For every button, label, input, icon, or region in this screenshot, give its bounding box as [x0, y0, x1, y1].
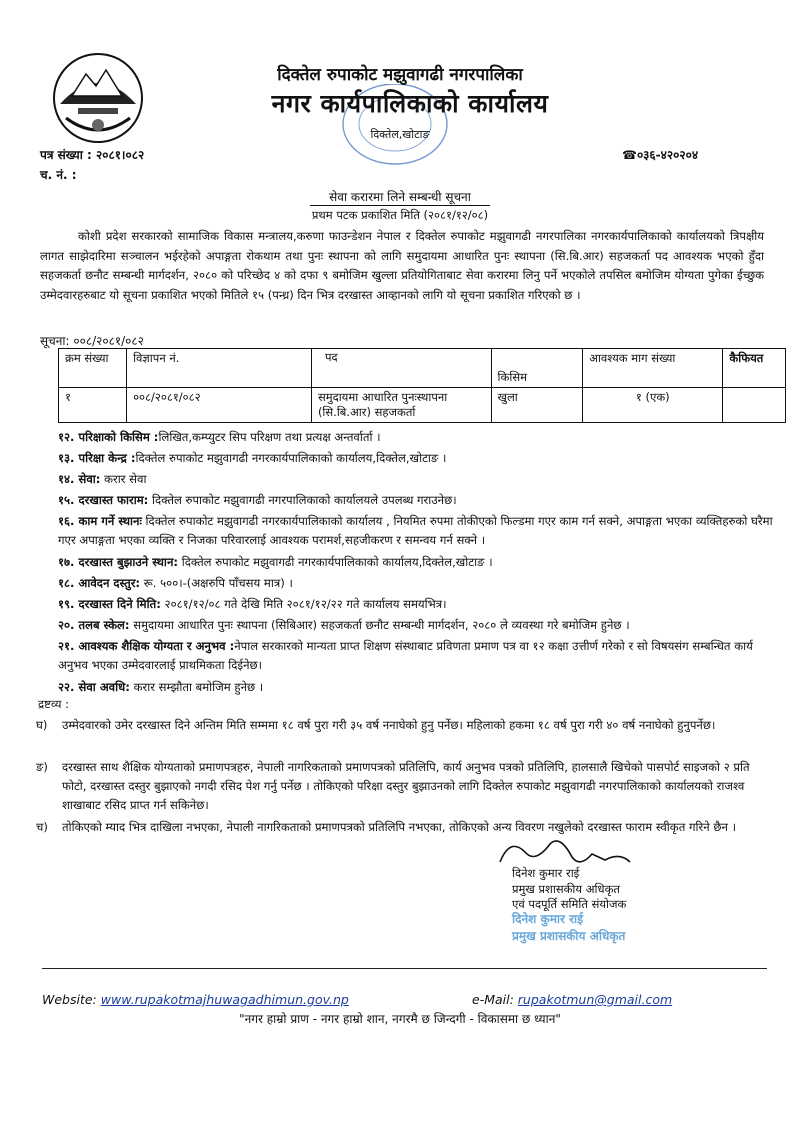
table-header-post: पद: [325, 350, 338, 364]
name-stamp-line: प्रमुख प्रशासकीय अधिकृत: [512, 929, 626, 943]
list-item: [58, 512, 782, 550]
footer-slogan: "नगर हाम्रो प्राण - नगर हाम्रो शान, नगरमै छ जिन्दगी - विकासमा छ ध्यान": [239, 1012, 561, 1026]
list-item: [58, 595, 782, 614]
table-cell: [723, 388, 786, 423]
municipality-emblem-logo: [52, 52, 144, 144]
email-label: e-Mail:: [472, 992, 514, 1007]
name-stamp: [512, 911, 652, 945]
note-text: उम्मेदवारको उमेर दरखास्त दिने अन्तिम मिति सम्ममा १८ वर्ष पुरा गरी ३५ वर्ष ननाघेको हुनु पर्नेछ। महिलाको हकमा १८ वर्ष पुरा गरी ४० वर्ष ननाघेको हुनुपर्नेछ।: [62, 718, 716, 732]
note-item: [36, 716, 767, 735]
website-label: Website:: [42, 992, 97, 1007]
item-label: १५. दरखास्त फाराम:: [58, 493, 149, 507]
notice-number: सूचना: ००८/२०८१/०८२: [40, 334, 144, 348]
item-label: १४. सेवा:: [58, 472, 101, 486]
dispatch-no: च. नं. :: [40, 168, 77, 182]
item-label: २१. आवश्यक शैक्षिक योग्यता र अनुभव :: [58, 639, 235, 653]
item-text: दिक्तेल रुपाकोट मझुवागढी नगरकार्यपालिकाको कार्यालय,दिक्तेल,खोटाङ ।: [135, 451, 447, 465]
table-header-cell: [311, 349, 491, 388]
phone-number: ☎०३६-४२०२०४: [622, 148, 699, 162]
item-label: १९. दरखास्त दिने मिति:: [58, 597, 161, 611]
notice-intro-paragraph: कोशी प्रदेश सरकारको सामाजिक विकास मन्त्रालय,करुणा फाउन्डेशन नेपाल र दिक्तेल रुपाकोट मझुवागढी नगरपालिका नगरकार्यपालिकाको कार्यालयको त्रिपक्षीय लागत साझेदारिमा सञ्चालन भईरहेको अपाङ्गता रोकथाम तथा पुनः स्थापना को लागि समुदायमा आधारित पुनः स्थापना (सि.बि.आर) सहजकर्ता पद आवश्यक भएको हुँदा सहजकर्ता छनौट सम्बन्धी मार्गदर्शन, २०८० को परिच्छेद ४ को दफा ९ बमोजिम खुल्ला प्रतियोगिताबाट सेवा करारमा लिनु पर्ने भएकोले तपसिल बमोजिम योग्यता पुगेका ईच्छुक उम्मेदवारहरुबाट यो सूचना प्रकाशित भएको मितिले १५ (पन्ध्र) दिन भित्र दरखास्त आव्हानको लागि यो सूचना प्रकाशित गरिएको छ ।: [40, 229, 764, 302]
office-name: नगर कार्यपालिकाको कार्यालय: [271, 89, 549, 118]
table-header-cell: विज्ञापन नं.: [127, 349, 312, 388]
item-label: २०. तलब स्केल:: [58, 618, 130, 632]
notice-title: सेवा करारमा लिने सम्बन्धी सूचना: [310, 188, 490, 206]
list-item: [58, 449, 782, 468]
office-address: दिक्तेल,खोटाङ: [370, 128, 430, 141]
item-text: करार सेवा: [100, 472, 147, 486]
letter-ref-no: पत्र संख्या : २०८१।०८२: [40, 148, 145, 162]
item-label: १२. परिक्षाको किसिम :: [58, 430, 159, 444]
item-label: १६. काम गर्ने स्थानः: [58, 514, 142, 528]
item-text: नेपाल सरकारको मान्यता प्राप्त शिक्षण संस्थाबाट प्रविणता प्रमाण पत्र वा १२ कक्षा उत्तीर्ण गरेको र सो विषयसंग सम्बन्धित कार्य अनुभव भएका उम्मेदवारलाई प्राथमिकता दिईनेछ।: [58, 639, 753, 672]
item-text: दिक्तेल रुपाकोट मझुवागढी नगरकार्यपालिकाको कार्यालय,दिक्तेल,खोटाङ ।: [178, 555, 493, 569]
list-item: [58, 428, 782, 447]
item-text: समुदायमा आधारित पुनः स्थापना (सिबिआर) सहजकर्ता छनौट सम्बन्धी मार्गदर्शन, २०८० ले व्यवस्था गरे बमोजिम हुनेछ ।: [129, 618, 630, 632]
list-item: [58, 616, 782, 635]
email-link[interactable]: rupakotmun@gmail.com: [517, 992, 673, 1007]
list-item: [58, 470, 782, 489]
item-text: दिक्तेल रुपाकोट मझुवागढी नगरकार्यपालिकाको कार्यालय , नियमित रुपमा तोकीएको फिल्डमा गएर काम गर्न सक्ने, अपाङ्गता भएका व्यक्तिहरुको घरैमा गएर अपाङ्गता भएका व्यक्ति र निजका परिवारलाई आवश्यक परामर्श,सहजीकरण र समन्वय गर्न सक्ने ।: [58, 514, 773, 547]
municipality-name: दिक्तेल रुपाकोट मझुवागढी नगरपालिका: [277, 65, 523, 85]
item-label: १७. दरखास्त बुझाउने स्थान:: [58, 555, 179, 569]
table-cell: १ (एक): [583, 388, 723, 423]
item-label: २२. सेवा अवधि:: [58, 680, 130, 694]
list-item: [58, 637, 782, 675]
note-key: च): [36, 820, 48, 834]
item-text: २०८१/१२/०८ गते देखि मिति २०८१/१२/२२ गते कार्यालय समयभित्र।: [160, 597, 447, 611]
list-item: [58, 491, 782, 510]
table-header-cell: क्रम संख्या: [59, 349, 127, 388]
note-key: ङ): [36, 760, 48, 774]
note-item: [36, 818, 767, 837]
signer-committee-title: एवं पदपूर्ति समिति संयोजक: [512, 897, 627, 911]
publish-date: प्रथम पटक प्रकाशित मिति (२०८१/१२/०८): [311, 208, 489, 222]
note-heading: द्रष्टव्य :: [38, 697, 69, 711]
footer-email: [472, 992, 672, 1007]
table-header-cell: किसिम: [491, 349, 583, 388]
list-item: [58, 678, 782, 697]
table-row: [59, 388, 786, 423]
table-cell: खुला: [491, 388, 583, 423]
signer-name: दिनेश कुमार राई: [512, 866, 580, 880]
item-text: करार सम्झौता बमोजिम हुनेछ ।: [129, 680, 264, 694]
item-text: लिखित,कम्प्युटर सिप परिक्षण तथा प्रत्यक्ष अन्तर्वार्ता ।: [158, 430, 381, 444]
note-text: तोकिएको म्याद भित्र दाखिला नभएका, नेपाली नागरिकताको प्रमाणपत्रको प्रतिलिपि नभएका, तोकिएको अन्य विवरण नखुलेको दरखास्त फाराम स्वीकृत गरिने छैन ।: [62, 820, 737, 834]
footer-divider: [42, 968, 767, 969]
table-cell: समुदायमा आधारित पुनःस्थापना (सि.बि.आर) सहजकर्ता: [311, 388, 491, 423]
item-text: दिक्तेल रुपाकोट मझुवागढी नगरपालिकाको कार्यालयले उपलब्ध गराउनेछ।: [148, 493, 457, 507]
item-label: १३. परिक्षा केन्द्र :: [58, 451, 136, 465]
table-cell: ००८/२०८१/०८२: [127, 388, 312, 423]
list-item: [58, 574, 782, 593]
footer-website: [42, 992, 349, 1007]
table-header-cell: आवश्यक माग संख्या: [583, 349, 723, 388]
website-link[interactable]: www.rupakotmajhuwagadhimun.gov.np: [100, 992, 349, 1007]
note-item: [36, 758, 767, 815]
signer-title: प्रमुख प्रशासकीय अधिकृत: [512, 882, 620, 896]
table-cell: १: [59, 388, 127, 423]
item-text: रू. ५००।-(अक्षरुपि पाँचसय मात्र) ।: [140, 576, 293, 590]
table-header-row: [59, 349, 786, 388]
item-label: १८. आवेदन दस्तुर:: [58, 576, 141, 590]
list-item: [58, 553, 782, 572]
vacancy-table: [58, 348, 786, 423]
name-stamp-line: दिनेश कुमार राई: [512, 912, 583, 926]
note-key: घ): [36, 718, 48, 732]
note-text: दरखास्त साथ शैक्षिक योग्यताको प्रमाणपत्रहरु, नेपाली नागरिकताको प्रमाणपत्रको प्रतिलिपि, कार्य अनुभव पत्रको प्रतिलिपि, हालसालै खिचेको पासपोर्ट साइजको २ प्रति फोटो, दरखास्त दस्तुर बुझाएको नगदी रसिद पेश गर्नु पर्नेछ । तोकिएको परिक्षा दस्तुर बुझाउनको लागि दिक्तेल रुपाकोट मझुवागढी नगरपालिकाको कार्यालयको राजश्व शाखाबाट रसिद प्राप्त गर्न सकिनेछ।: [62, 760, 750, 812]
table-header-cell: कैफियत: [723, 349, 786, 388]
